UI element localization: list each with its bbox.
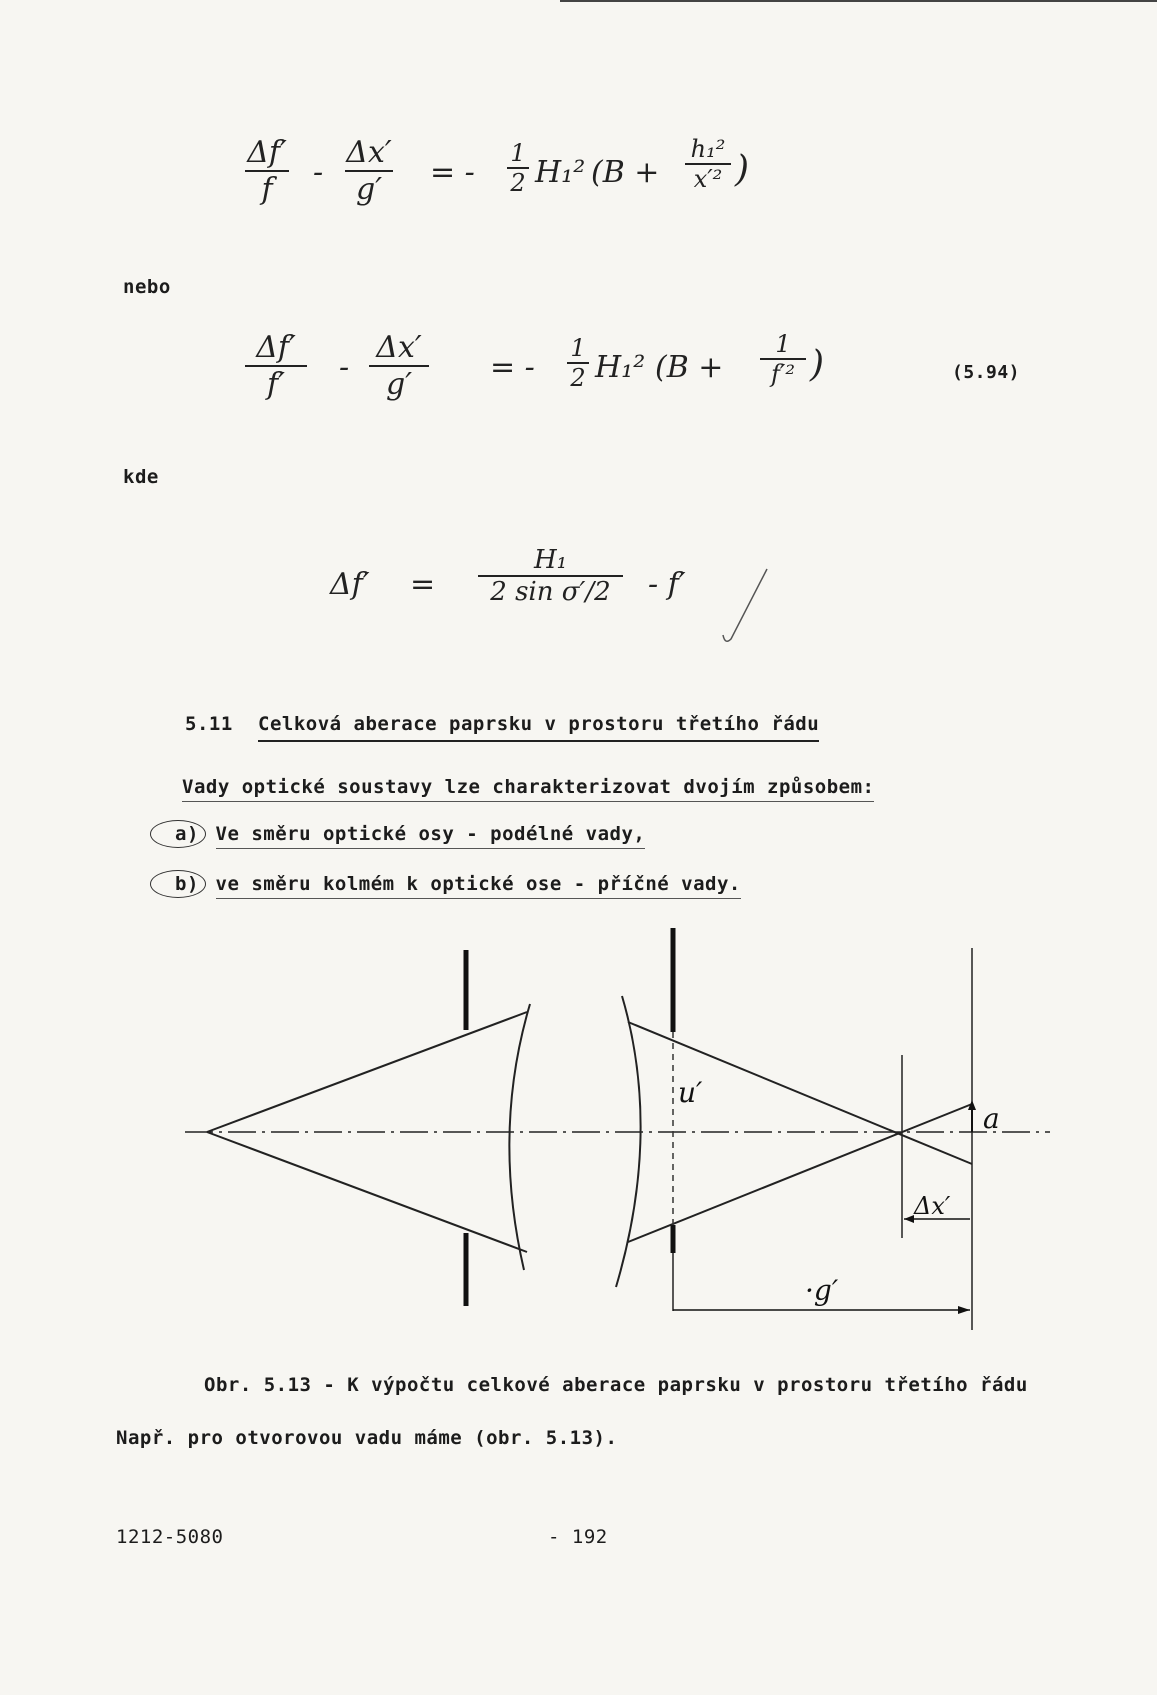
eq3-lhs: Δf′: [330, 567, 370, 602]
section-number: 5.11: [185, 713, 233, 735]
word-where: kde: [123, 466, 159, 488]
eq1-open-paren: (B +: [591, 155, 660, 190]
lens-surface-1: [509, 1004, 530, 1270]
eq3-num: H₁: [533, 545, 568, 575]
eq2-frac-den: f′²: [771, 360, 795, 388]
eq2-equals: = -: [490, 350, 535, 385]
page-number: - 192: [548, 1526, 608, 1548]
eq2-frac-num: 1: [775, 330, 791, 358]
eq1-minus: -: [313, 155, 324, 190]
item-b-text: ve směru kolmém k optické ose - příčné vady.: [216, 873, 741, 899]
section-title: Celková aberace paprsku v prostoru třetího řádu: [258, 713, 819, 742]
intro-text: Vady optické soustavy lze charakterizovat dvojím způsobem:: [182, 776, 874, 802]
eq1-lhs1-den: f: [261, 172, 273, 207]
eq1-frac-den: x′²: [693, 165, 723, 193]
lens-surface-2: [616, 996, 641, 1287]
eq1-half-den: 2: [510, 169, 526, 197]
label-a: a: [983, 1102, 1000, 1135]
eq2-lhs1-num: Δf′: [256, 330, 296, 365]
scan-top-edge: [560, 0, 1157, 2]
ray-lower-right: [628, 1104, 972, 1242]
label-u: u′: [678, 1076, 703, 1109]
document-code: 1212-5080: [116, 1526, 224, 1548]
equation-1: [245, 135, 845, 215]
eq2-lhs2-num: Δx′: [376, 330, 422, 365]
eq3-minus-f: - f′: [648, 567, 686, 602]
eq2-minus: -: [339, 350, 350, 385]
eq2-half-den: 2: [570, 364, 586, 392]
eq2-h-term: H₁²: [595, 350, 646, 385]
label-dx: Δx′: [914, 1192, 951, 1220]
eq1-lhs2-num: Δx′: [346, 135, 392, 170]
eq1-equals: = -: [430, 155, 475, 190]
eq2-close-paren: ): [810, 344, 825, 385]
aberration-figure: [0, 920, 1157, 1340]
label-g: ·g′: [805, 1274, 839, 1307]
item-b-marker: b): [150, 870, 206, 898]
eq2-lhs2-den: g′: [385, 367, 412, 402]
eq1-lhs1-num: Δf′: [247, 135, 287, 170]
closing-text: Např. pro otvorovou vadu máme (obr. 5.13).: [116, 1427, 618, 1449]
word-or: nebo: [123, 276, 171, 298]
eq3-equals: =: [410, 567, 436, 602]
item-b: [160, 870, 741, 898]
equation-2: [245, 330, 865, 410]
equation-3: [330, 545, 750, 625]
item-a-marker: a): [150, 820, 206, 848]
ray-lower-left: [207, 1132, 527, 1252]
item-a: [160, 820, 645, 848]
eq2-open-paren: (B +: [655, 350, 724, 385]
check-mark-icon: [705, 565, 775, 650]
eq2-lhs1-den: f′: [267, 367, 285, 402]
figure-caption: Obr. 5.13 - K výpočtu celkové aberace paprsku v prostoru třetího řádu: [204, 1374, 1028, 1396]
eq3-den: 2 sin σ′/2: [490, 577, 611, 607]
eq1-frac-num: h₁²: [690, 135, 726, 163]
ray-upper-left: [207, 1012, 527, 1132]
eq1-half-num: 1: [510, 139, 526, 167]
eq1-lhs2-den: g′: [355, 172, 382, 207]
item-a-text: Ve směru optické osy - podélné vady,: [216, 823, 646, 849]
eq1-h-term: H₁²: [535, 155, 586, 190]
equation-number: (5.94): [952, 362, 1021, 383]
eq1-close-paren: ): [735, 149, 750, 190]
eq2-half-num: 1: [570, 334, 586, 362]
